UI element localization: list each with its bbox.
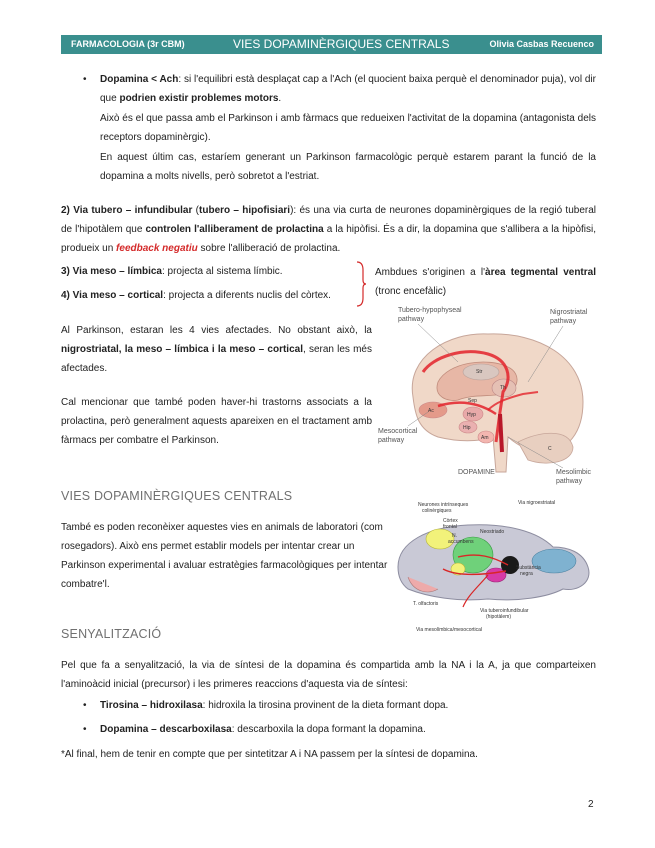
- region-hyp: Hyp: [467, 412, 476, 418]
- region-hip: Hip: [463, 425, 471, 431]
- region-ac: Ac: [428, 408, 434, 414]
- svg-text:pathway: pathway: [398, 316, 425, 323]
- dopamina-ach-term: Dopamina < Ach: [100, 74, 179, 85]
- olfactori-label: T. olfactoris: [413, 601, 439, 607]
- substantia-label: Substància: [516, 565, 541, 571]
- parkinson-affected-paragraph: Al Parkinson, estaran les 4 vies afectades. No obstant això, la nigrostriatal, la meso – límbica i la meso – cortical, seran les més afectades.: [61, 325, 372, 374]
- bullet-marker: •: [83, 74, 87, 85]
- tubero-rodent-label: Via tuberoinfundibular: [480, 608, 529, 614]
- tirosina-bullet: Tirosina – hidroxilasa: hidroxila la tirosina provinent de la dieta formant dopa.: [100, 700, 449, 711]
- svg-text:pathway: pathway: [556, 478, 583, 485]
- brain-illustration: [412, 334, 583, 472]
- svg-text:frontal: frontal: [443, 524, 457, 530]
- region-c: C: [548, 446, 552, 452]
- region-th: Th: [500, 385, 506, 391]
- bullet-marker: •: [83, 724, 87, 735]
- svg-text:negra: negra: [520, 571, 533, 577]
- neurons-label: Neurones intrínseques: [418, 502, 469, 508]
- dopamina-descarboxilasa-bullet: Dopamina – descarboxilasa: descarboxila la dopa formant la dopamina.: [100, 724, 426, 735]
- region-str: Str: [476, 369, 483, 375]
- senyalitzacio-intro: Pel que fa a senyalització, la via de síntesi de la dopamina és compartida amb la NA i la A, ja que comparteixen l'aminoàcid inicial (precursor) i les primeres reaccions d'aquesta via de síntesi:: [61, 660, 596, 690]
- svg-text:colinèrgiques: colinèrgiques: [422, 508, 452, 514]
- ambdues-note: Ambdues s'originen a l'àrea tegmental ventral (tronc encefàlic): [375, 267, 596, 297]
- rodent-brain-figure: [388, 497, 603, 637]
- nigro-label-rodent: Via nigroestriatal: [518, 500, 556, 506]
- svg-text:pathway: pathway: [550, 318, 577, 325]
- page-number: 2: [588, 799, 594, 810]
- page-header: [61, 35, 602, 54]
- meso-rodent-label: Via mesolímbica/mesocortical: [416, 627, 483, 633]
- course-label: FARMACOLOGIA (3r CBM): [71, 39, 185, 49]
- accumbens-n-label: N.: [452, 533, 457, 539]
- cortex-label: Còrtex: [443, 518, 458, 524]
- parkinson-paragraph: Això és el que passa amb el Parkinson i amb fàrmacs que redueixen l'activitat de la dopamina (antagonista dels receptors dopaminèrgic).: [100, 113, 596, 143]
- accumbens-label: accumbens: [448, 539, 474, 545]
- bullet-marker: •: [83, 700, 87, 711]
- mesocortical-label: Mesocortical: [378, 428, 418, 435]
- mesolimbic-label: Mesolimbic: [556, 469, 592, 476]
- header-title: VIES DOPAMINÈRGIQUES CENTRALS: [233, 37, 450, 51]
- trastorns-paragraph: Cal mencionar que també poden haver-hi trastorns associats a la prolactina, però generalment aquests apareixen en el tractament amb fàrmacs per combatre el Parkinson.: [61, 397, 372, 446]
- section-heading-vies: VIES DOPAMINÈRGIQUES CENTRALS: [61, 489, 293, 503]
- dopamina-ach-paragraph: Dopamina < Ach: si l'equilibri està desplaçat cap a l'Ach (el quocient baixa perquè el denominador puja), vol dir que podrien existir problemes motors.: [100, 74, 596, 104]
- feedback-term: feedback negatiu: [116, 243, 198, 254]
- svg-text:pathway: pathway: [378, 437, 405, 444]
- neostriat-label: Neostriado: [480, 529, 505, 535]
- tubero-label: Tubero-hypophyseal: [398, 307, 462, 314]
- region-am: Am: [481, 435, 489, 441]
- svg-text:(hipotàlem): (hipotàlem): [486, 614, 512, 620]
- via-meso-cortical: 4) Via meso – cortical: projecta a diferents nuclis del còrtex.: [61, 290, 331, 301]
- human-brain-dopamine-figure: [378, 302, 603, 492]
- via-tubero-paragraph: 2) Via tubero – infundibular (tubero – hipofisiari): és una via curta de neurones dopaminèrgiques de la regió tuberal de l'hipotàlem que controlen l'alliberament de prolactina a la hipòfisi. És a dir, la dopamina que s'allibera a la hipòfisi, produeix un feedback negatiu sobre l'alliberació de prolactina.: [61, 205, 597, 254]
- region-sep: Sep: [468, 398, 477, 404]
- rodent-brain-illustration: [398, 525, 589, 607]
- author-name: Olivia Casbas Recuenco: [489, 39, 594, 49]
- via-meso-limbica: 3) Via meso – límbica: projecta al sistema límbic.: [61, 266, 283, 277]
- nigro-label: Nigrostriatal: [550, 309, 588, 316]
- red-brace: [355, 260, 367, 308]
- section-heading-senyalitzacio: SENYALITZACIÓ: [61, 627, 162, 641]
- pharmacological-parkinson-paragraph: En aquest últim cas, estaríem generant un Parkinson farmacològic perquè estarem parant la funció de la dopamina a molts nivells, però sobretot a l'estriat.: [100, 152, 596, 182]
- rodent-models-paragraph: També es poden reconèixer aquestes vies en animals de laboratori (com rosegadors). Això ens permet establir models per intentar crear un Parkinson experimental i avaluar estratègies farmacològiques per intentar combatre'l.: [61, 522, 388, 590]
- final-note: *Al final, hem de tenir en compte que per sintetitzar A i NA passem per la síntesi de dopamina.: [61, 749, 478, 760]
- figure1-caption: DOPAMINE: [458, 469, 495, 476]
